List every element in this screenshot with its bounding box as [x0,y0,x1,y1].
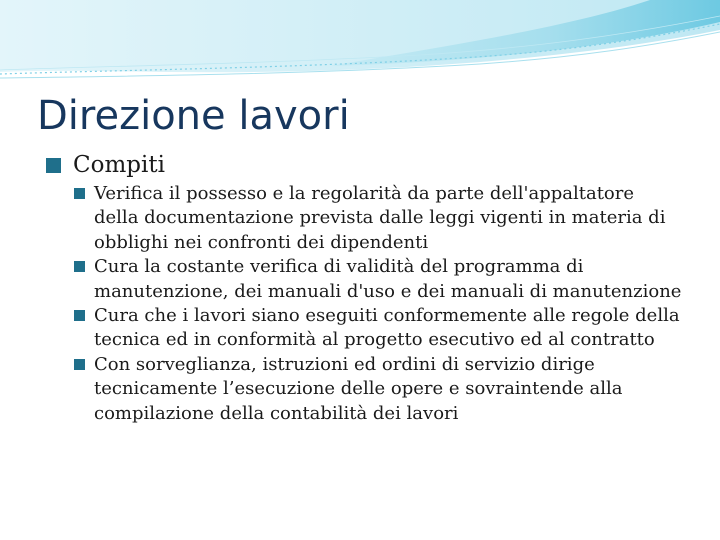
list-item [46,353,684,426]
square-bullet-icon [74,261,85,272]
heading-text: Compiti [73,152,165,178]
list-item-text: Cura che i lavori siano eseguiti conformemente alle regole della tecnica ed in conformità al progetto esecutivo ed al contratto [94,305,680,351]
list-item [46,304,684,353]
heading-compiti [46,150,686,180]
list-item-text: Con sorveglianza, istruzioni ed ordini di servizio dirige tecnicamente l’esecuzione delle opere e sovraintende alla compilazione della contabilità dei lavori [94,353,623,424]
square-bullet-icon [74,188,85,199]
list-item [46,255,684,304]
square-bullet-icon [46,158,61,173]
bullet-list [46,150,686,426]
list-item-text: Verifica il possesso e la regolarità da parte dell'appaltatore della documentazione prevista dalle leggi vigenti in materia di obblighi nei confronti dei dipendenti [94,183,666,253]
square-bullet-icon [74,359,85,370]
list-item [46,182,684,255]
decorative-wave-banner [0,0,720,90]
slide-title: Direzione lavori [37,93,350,139]
list-item-text: Cura la costante verifica di validità del programma di manutenzione, dei manuali d'uso e dei manuali di manutenzione [94,256,682,302]
square-bullet-icon [74,310,85,321]
